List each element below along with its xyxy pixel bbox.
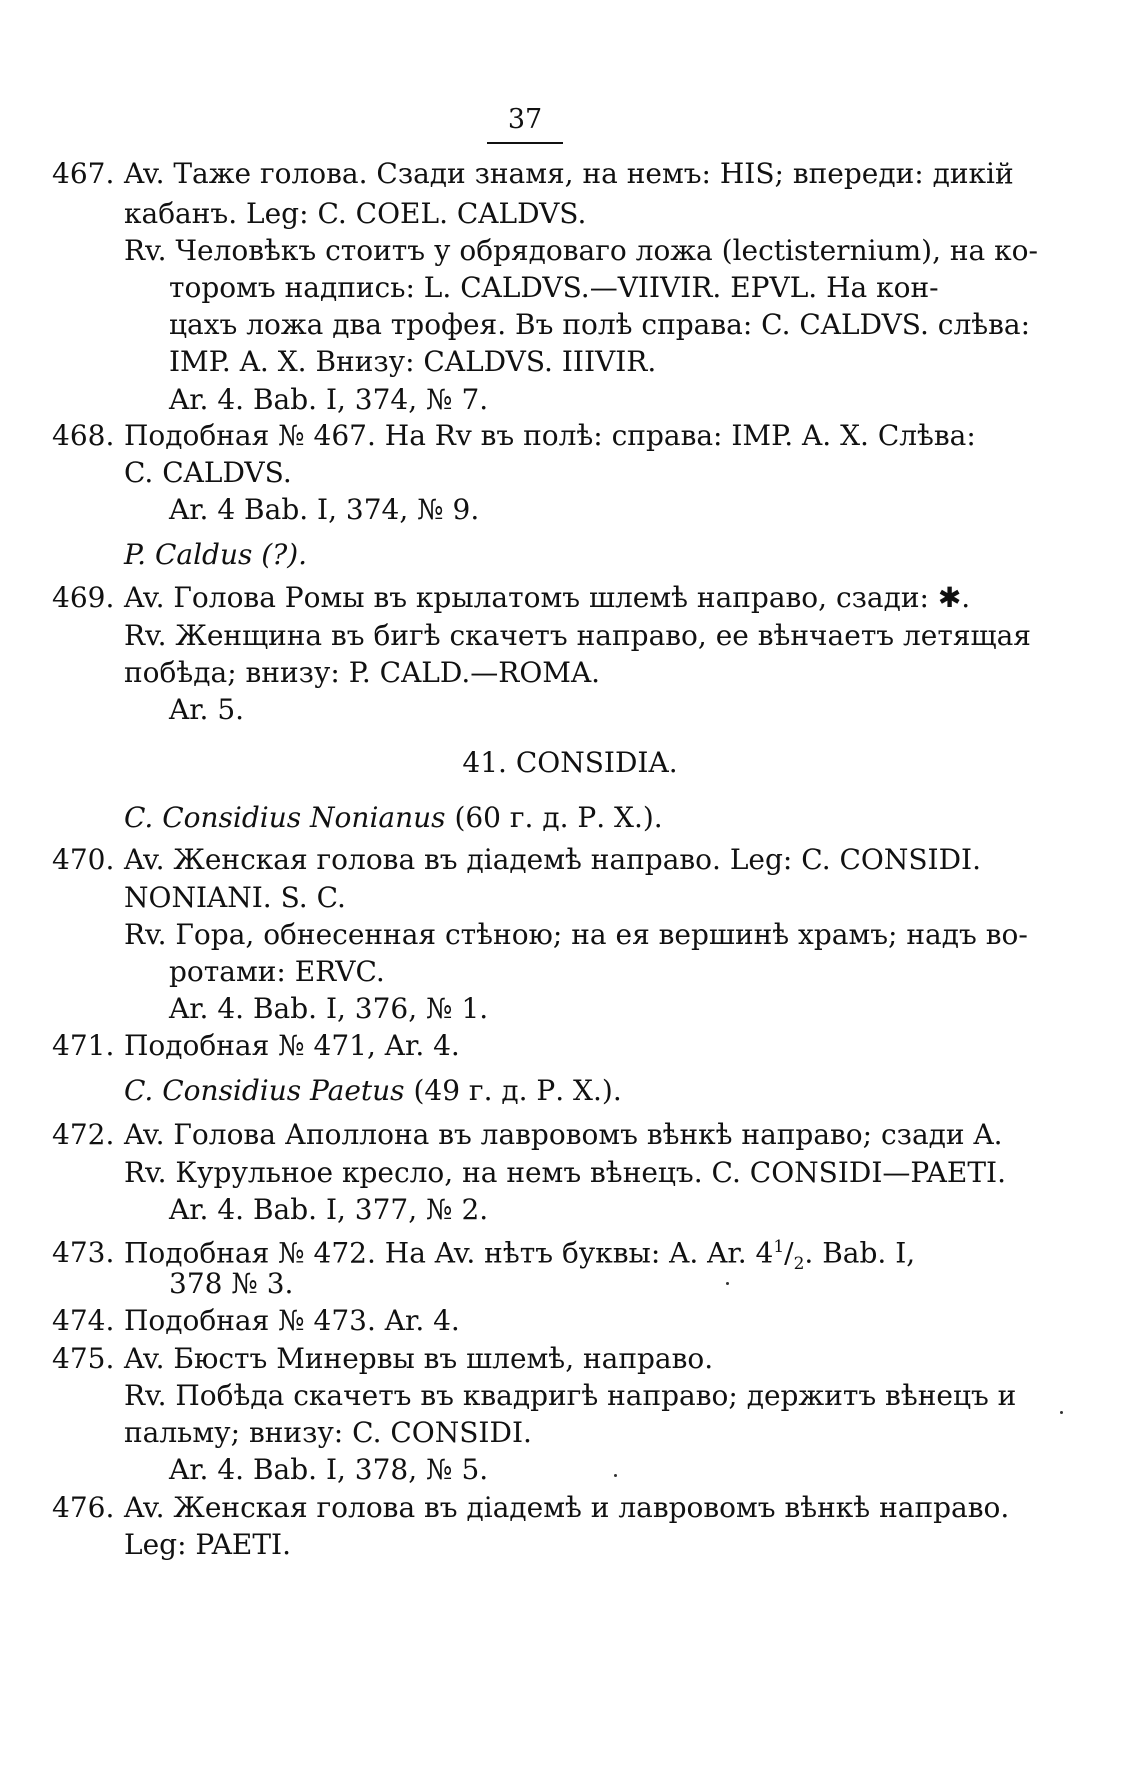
entry-467-line-7: Ar. 4. Bab. I, 374, № 7.: [169, 383, 489, 416]
entry-469-line-3: побѣда; внизу: P. CALD.—ROMA.: [124, 656, 601, 689]
entry-text: Подобная № 471, Ar. 4.: [124, 1029, 460, 1062]
entry-467-line-5: цахъ ложа два трофея. Въ полѣ справа: C. CALDVS. слѣва:: [169, 308, 1031, 341]
entry-467-line-1: [52, 156, 1014, 192]
scan-speck: [726, 1282, 729, 1285]
scan-speck: [614, 1474, 617, 1477]
entry-472-line-2: Rv. Курульное кресло, на немъ вѣнецъ. C. CONSIDI—PAETI.: [124, 1156, 1006, 1189]
entry-469-line-4: Ar. 5.: [169, 693, 245, 726]
entry-number: 470.: [52, 843, 115, 876]
subheading-name: C. Considius Paetus: [124, 1074, 405, 1107]
entry-text: Av. Женская голова въ дiадемѣ и лавровомъ вѣнкѣ направо.: [124, 1491, 1010, 1524]
entry-number: 468.: [52, 419, 115, 452]
entry-475-line-2: Rv. Побѣда скачетъ въ квадригѣ направо; держитъ вѣнецъ и: [124, 1379, 1017, 1412]
entry-469-line-2: Rv. Женщина въ бигѣ скачетъ направо, ее вѣнчаетъ летящая: [124, 619, 1031, 652]
entry-470-line-4: ротами: ERVC.: [169, 955, 385, 988]
subheading-paetus: [124, 1073, 622, 1109]
entry-470-line-2: NONIANI. S. C.: [124, 881, 346, 914]
scan-speck: [1060, 1411, 1063, 1414]
entry-text: Подобная № 467. На Rv въ полѣ: справа: IMP. A. X. Слѣва:: [124, 419, 976, 452]
entry-473-line-2: 378 № 3.: [169, 1267, 294, 1300]
entry-472-line-3: Ar. 4. Bab. I, 377, № 2.: [169, 1193, 489, 1226]
entry-475-line-3: пальму; внизу: C. CONSIDI.: [124, 1416, 532, 1449]
entry-470-line-3: Rv. Гора, обнесенная стѣною; на ея вершинѣ храмъ; надъ во-: [124, 918, 1028, 951]
size-fraction-numerator: 1: [773, 1237, 785, 1257]
subheading-caldus: P. Caldus (?).: [124, 538, 308, 571]
entry-472-line-1: [52, 1117, 1003, 1153]
subheading-nonianus: [124, 800, 663, 836]
entry-476-line-1: [52, 1490, 1009, 1526]
entry-471-line-1: [52, 1028, 460, 1064]
entry-470-line-5: Ar. 4. Bab. I, 376, № 1.: [169, 992, 489, 1025]
entry-text: Av. Голова Ромы въ крылатомъ шлемѣ направо, сзади: ✱.: [124, 581, 971, 614]
entry-number: 473.: [52, 1236, 115, 1270]
size-fraction-slash: /: [784, 1236, 794, 1270]
entry-469-line-1: [52, 580, 970, 616]
entry-text: Av. Бюстъ Минервы въ шлемѣ, направо.: [124, 1342, 714, 1375]
entry-text: Av. Таже голова. Сзади знамя, на немъ: HIS; впереди: дикiй: [124, 157, 1014, 190]
entry-number: 471.: [52, 1029, 115, 1062]
section-heading-considia: 41. CONSIDIA.: [462, 746, 678, 779]
entry-475-line-4: Ar. 4. Bab. I, 378, № 5.: [169, 1453, 489, 1486]
size-fraction-denominator: 2: [793, 1253, 805, 1274]
entry-number: 469.: [52, 581, 115, 614]
entry-468-line-1: [52, 418, 976, 454]
entry-text-tail: . Bab. I,: [804, 1236, 916, 1270]
entry-468-line-2: C. CALDVS.: [124, 456, 292, 489]
entry-text: Подобная № 473. Ar. 4.: [124, 1304, 460, 1337]
entry-text: Av. Женская голова въ дiадемѣ направо. Leg: C. CONSIDI.: [124, 843, 982, 876]
entry-476-line-2: Leg: PAETI.: [124, 1528, 291, 1561]
entry-467-line-6: IMP. A. X. Внизу: CALDVS. IIIVIR.: [169, 345, 657, 378]
entry-474-line-1: [52, 1303, 460, 1339]
entry-number: 474.: [52, 1304, 115, 1337]
entry-475-line-1: [52, 1341, 713, 1377]
entry-470-line-1: [52, 842, 981, 878]
entry-467-line-4: торомъ надпись: L. CALDVS.—VIIVIR. EPVL. На кон-: [169, 271, 939, 304]
entry-number: 467.: [52, 157, 115, 190]
entry-number: 475.: [52, 1342, 115, 1375]
entry-467-line-2: кабанъ. Leg: C. COEL. CALDVS.: [124, 197, 587, 230]
subheading-name: C. Considius Nonianus: [124, 801, 446, 834]
subheading-date: (49 г. д. Р. X.).: [413, 1074, 622, 1107]
entry-text: Av. Голова Аполлона въ лавровомъ вѣнкѣ направо; сзади A.: [124, 1118, 1003, 1151]
entry-number: 476.: [52, 1491, 115, 1524]
entry-467-line-3: Rv. Человѣкъ стоитъ у обрядоваго ложа (lectisternium), на ко-: [124, 234, 1038, 267]
entry-text: Подобная № 472. На Av. нѣтъ буквы: A. Ar. 4: [124, 1236, 774, 1270]
entry-468-line-3: Ar. 4 Bab. I, 374, № 9.: [169, 493, 480, 526]
entry-number: 472.: [52, 1118, 115, 1151]
page-number: 37: [507, 104, 543, 135]
subheading-date: (60 г. д. Р. X.).: [454, 801, 663, 834]
